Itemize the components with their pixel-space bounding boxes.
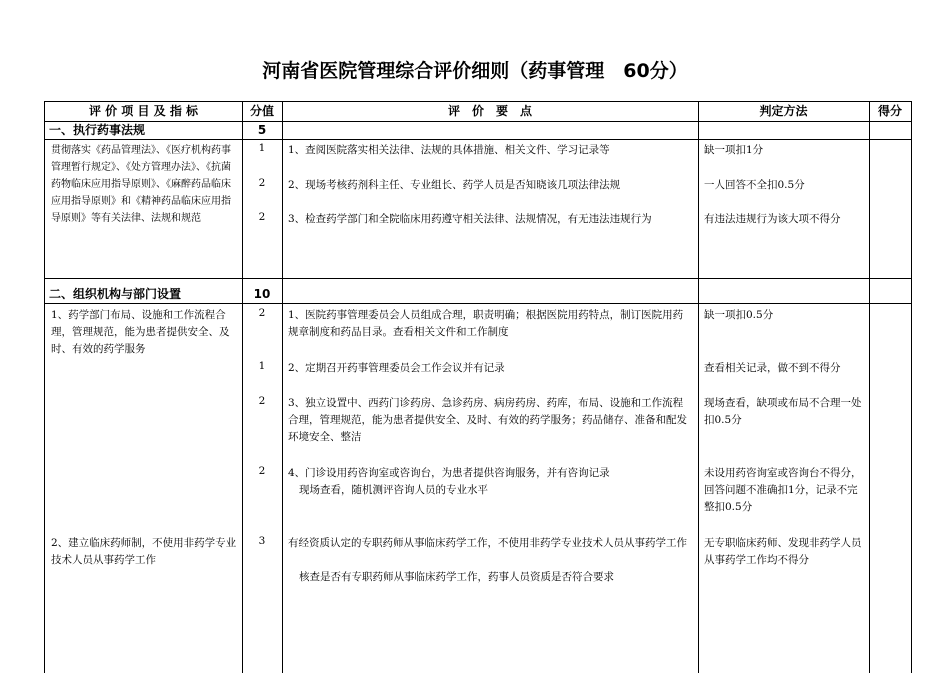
item-score: 2 xyxy=(258,395,266,407)
header-item: 评 价 项 目 及 指 标 xyxy=(88,104,199,118)
eval-point: 3、独立设置中、西药门诊药房、急诊药房、病房药房、药库，布局、设施和工作流程合理，管理规范，能为患者提供安全、及时、有效的药学服务；药品储存、准备和配发环境安全、整洁 xyxy=(288,397,687,443)
section-title: 二、组织机构与部门设置 xyxy=(49,287,182,301)
eval-point: 2、现场考核药剂科主任、专业组长、药学人员是否知晓该几项法律法规 xyxy=(288,179,621,191)
item-score: 2 xyxy=(258,307,266,319)
evaluation-table xyxy=(44,101,912,673)
row-divider xyxy=(45,303,911,304)
row-divider xyxy=(45,278,911,279)
header-result: 得分 xyxy=(877,104,902,118)
row-divider xyxy=(45,139,911,140)
judge-method: 一人回答不全扣0.5分 xyxy=(704,179,805,191)
row-divider xyxy=(45,121,911,122)
item-score: 2 xyxy=(258,465,266,477)
judge-method: 缺一项扣0.5分 xyxy=(704,309,774,321)
judge-method: 有违法违规行为该大项不得分 xyxy=(704,213,841,225)
item-text: 贯彻落实《药品管理法》、《医疗机构药事管理暂行规定》、《处方管理办法》、《抗菌药物临床应用指导原则》、《麻醉药品临床应用指导原则》和《精神药品临床应用指导原则》等有关法律、法规和规范 xyxy=(51,145,231,224)
col-divider xyxy=(698,102,699,673)
col-divider xyxy=(869,102,870,673)
eval-point: 2、定期召开药事管理委员会工作会议并有记录 xyxy=(288,362,505,374)
eval-point: 3、检查药学部门和全院临床用药遵守相关法律、法规情况，有无违法违规行为 xyxy=(288,213,652,225)
eval-point: 有经资质认定的专职药师从事临床药学工作，不使用非药学专业技术人员从事药学工作 xyxy=(288,537,687,549)
item-score: 1 xyxy=(258,142,266,154)
judge-method: 缺一项扣1分 xyxy=(704,144,764,156)
judge-method: 未设用药咨询室或咨询台不得分，回答问题不准确扣1分，记录不完整扣0.5分 xyxy=(704,467,862,513)
judge-method: 查看相关记录，做不到不得分 xyxy=(704,362,841,374)
item-score: 1 xyxy=(258,360,266,372)
header-method: 判定方法 xyxy=(759,104,808,118)
judge-method: 无专职临床药师、发现非药学人员从事药学工作均不得分 xyxy=(704,537,862,566)
item-text: 2、建立临床药师制，不使用非药学专业技术人员从事药学工作 xyxy=(51,537,237,566)
col-divider xyxy=(282,102,283,673)
item-score: 2 xyxy=(258,211,266,223)
section-score: 10 xyxy=(253,287,271,301)
eval-point: 1、医院药事管理委员会人员组成合理，职责明确；根据医院用药特点，制订医院用药规章制度和药品目录。查看相关文件和工作制度 xyxy=(288,309,684,338)
section-title: 一、执行药事法规 xyxy=(49,123,146,137)
header-points: 评 价 要 点 xyxy=(447,104,532,118)
header-score: 分值 xyxy=(249,104,274,118)
section-score: 5 xyxy=(257,123,267,137)
item-score: 3 xyxy=(258,535,266,547)
item-score: 2 xyxy=(258,177,266,189)
page-title: 河南省医院管理综合评价细则（药事管理 60分） xyxy=(262,60,688,82)
eval-point-sub: 核查是否有专职药师从事临床药学工作，药事人员资质是否符合要求 xyxy=(299,571,614,583)
eval-point: 4、门诊设用药咨询室或咨询台，为患者提供咨询服务，并有咨询记录 xyxy=(288,467,610,479)
judge-method: 现场查看，缺项或布局不合理一处扣0.5分 xyxy=(704,397,862,426)
eval-point: 1、查阅医院落实相关法律、法规的具体措施、相关文件、学习记录等 xyxy=(288,144,610,156)
eval-point-sub: 现场查看，随机测评咨询人员的专业水平 xyxy=(299,484,488,496)
item-text: 1、药学部门布局、设施和工作流程合理，管理规范，能为患者提供安全、及时、有效的药学服务 xyxy=(51,309,230,355)
